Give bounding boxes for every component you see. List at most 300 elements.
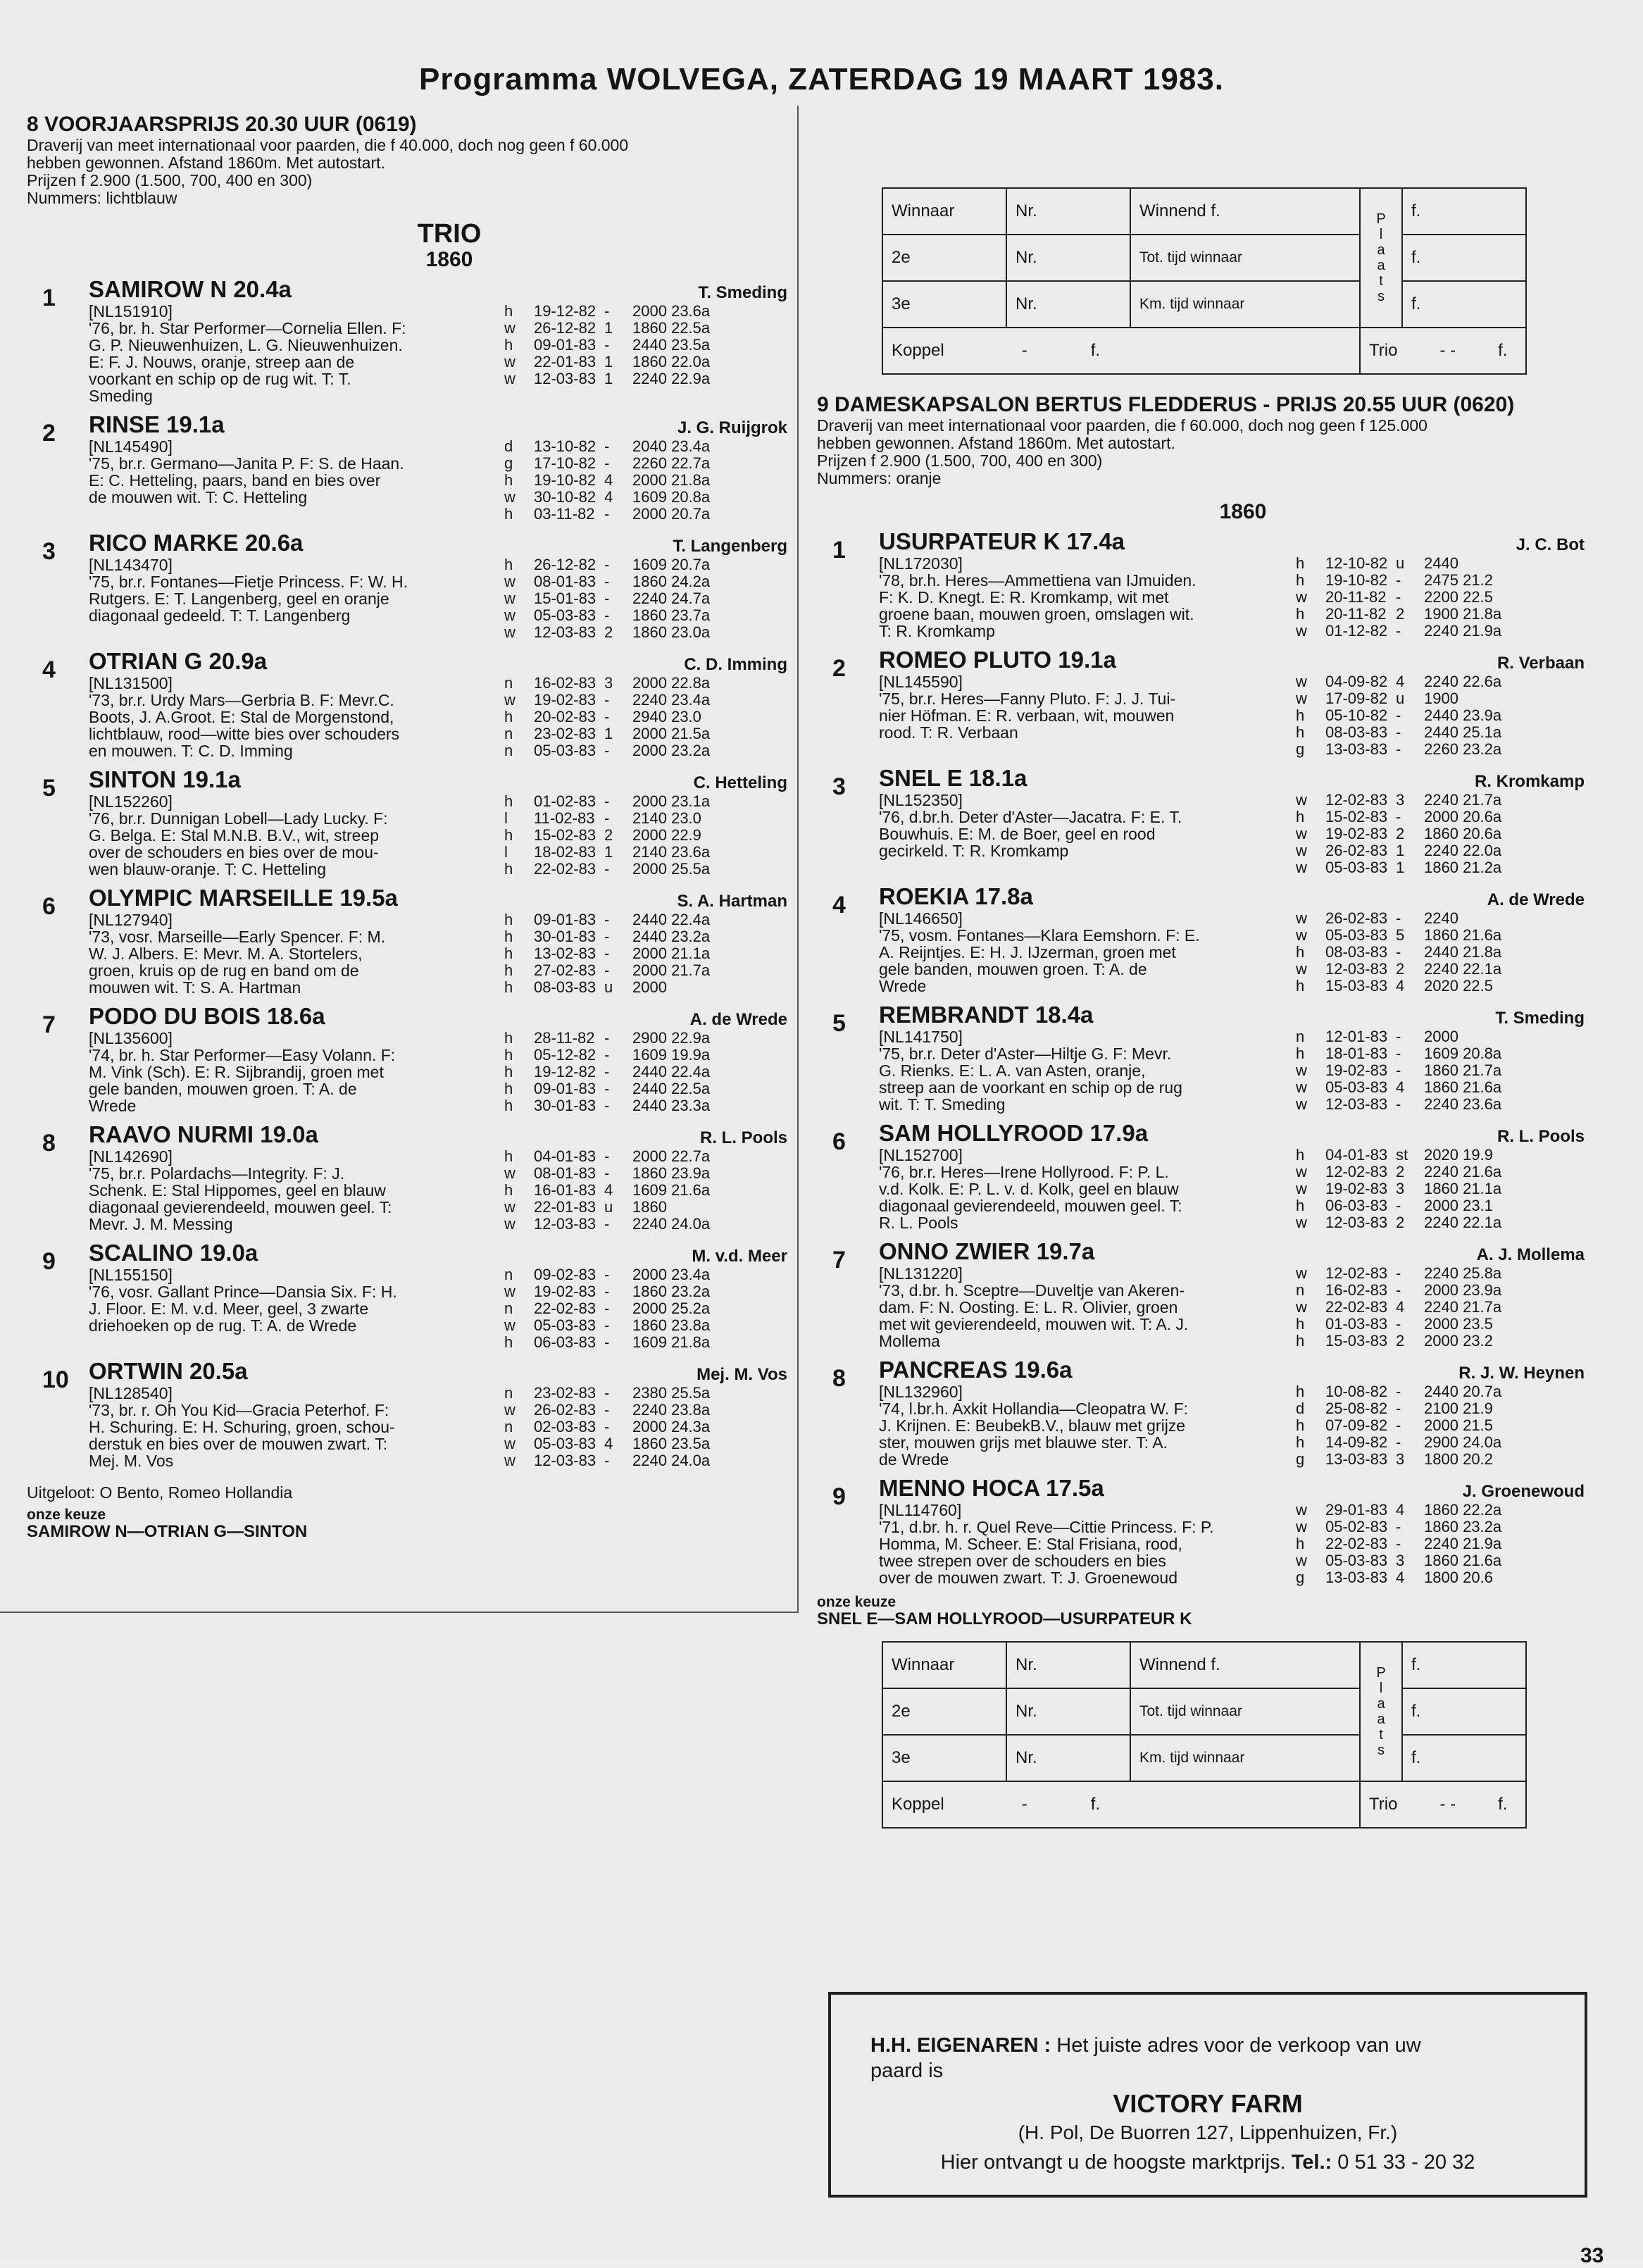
start-row: w 05-03-83 1 1860 21.2a	[1296, 859, 1502, 876]
victory-farm-advertisement	[828, 1992, 1587, 2198]
section-divider	[0, 1612, 799, 1613]
start-row: w 12-02-83 - 2240 25.8a	[1296, 1264, 1502, 1282]
info-line: [NL152700]	[879, 1146, 963, 1164]
horse-entry	[27, 1121, 787, 1233]
horse-info	[879, 910, 1296, 995]
start-row: h 15-03-83 2 2000 23.2	[1296, 1332, 1493, 1350]
info-line: '78, br.h. Heres—Ammettiena van IJmuiden.	[879, 571, 1197, 590]
desc-line: Draverij van meet internationaal voor paarden, die f 60.000, doch nog geen f 125.000	[817, 416, 1428, 435]
horse-number: 7	[832, 1247, 846, 1273]
horse-number: 1	[832, 537, 846, 563]
horse-starts	[504, 1266, 787, 1351]
horse-trainer: R. Kromkamp	[1474, 772, 1585, 791]
start-row: h 19-12-82 - 2000 23.6a	[504, 302, 711, 320]
info-line: H. Schuring. E: H. Schuring, groen, schou-	[89, 1418, 395, 1436]
info-line: [NL145490]	[89, 437, 173, 456]
race-9-horse-list	[817, 528, 1585, 1586]
race-9-keuze: SNEL E—SAM HOLLYROOD—USURPATEUR K	[817, 1609, 1192, 1628]
horse-entry	[27, 885, 787, 996]
info-line: '75, br.r. Fontanes—Fietje Princess. F: W. H.	[89, 573, 408, 591]
horse-info	[879, 792, 1296, 876]
start-row: h 22-02-83 - 2000 25.5a	[504, 860, 711, 878]
info-line: [NL114760]	[879, 1501, 962, 1519]
horse-name: SINTON 19.1a	[89, 766, 241, 792]
start-row: g 17-10-82 - 2260 22.7a	[504, 454, 711, 472]
start-row: h 22-02-83 - 2240 21.9a	[1296, 1535, 1502, 1552]
horse-number: 3	[42, 538, 56, 565]
tweede-cell: 2e	[882, 235, 1006, 281]
nr-cell: Nr.	[1006, 1642, 1130, 1688]
start-row: w 15-01-83 - 2240 24.7a	[504, 590, 711, 607]
horse-info	[879, 673, 1296, 758]
desc-line: Draverij van meet internationaal voor paarden, die f 40.000, doch nog geen f 60.000	[27, 136, 629, 154]
start-row: w 12-03-83 - 2240 24.0a	[504, 1452, 711, 1469]
horse-entry	[27, 276, 787, 404]
horse-starts	[1296, 792, 1579, 876]
start-row: h 04-01-83 st 2020 19.9	[1296, 1146, 1493, 1164]
start-row: h 27-02-83 - 2000 21.7a	[504, 961, 711, 979]
scorecard-top	[882, 187, 1527, 375]
start-row: g 13-03-83 4 1800 20.6	[1296, 1569, 1493, 1586]
start-row: w 17-09-82 u 1900	[1296, 690, 1458, 707]
tot-tijd-cell: Tot. tijd winnaar	[1130, 1688, 1360, 1735]
trio-label: TRIO	[417, 219, 482, 249]
info-line: [NL142690]	[89, 1147, 173, 1166]
horse-starts	[504, 675, 787, 759]
horse-number: 4	[42, 656, 56, 683]
tweede-cell: 2e	[882, 1688, 1006, 1735]
info-line: [NL146650]	[879, 909, 963, 928]
start-row: h 12-10-82 u 2440	[1296, 554, 1458, 572]
start-row: h 08-03-83 u 2000	[504, 978, 667, 996]
plaats-cell: P l a a t s	[1360, 1642, 1402, 1781]
horse-trainer: R. J. W. Heynen	[1458, 1364, 1585, 1383]
start-row: n 16-02-83 3 2000 22.8a	[504, 674, 711, 692]
info-line: Smeding	[89, 387, 153, 405]
keuze-label: onze keuze	[27, 1507, 106, 1523]
desc-line: Prijzen f 2.900 (1.500, 700, 400 en 300)	[817, 451, 1103, 470]
start-row: h 28-11-82 - 2900 22.9a	[504, 1029, 711, 1047]
horse-trainer: J. C. Bot	[1516, 535, 1585, 554]
start-row: w 12-02-83 3 2240 21.7a	[1296, 791, 1502, 809]
start-row: w 26-02-83 - 2240	[1296, 909, 1458, 927]
race-8-description	[27, 137, 787, 207]
horse-entry	[817, 1238, 1585, 1350]
start-row: n 05-03-83 - 2000 23.2a	[504, 742, 711, 759]
start-row: h 05-10-82 - 2440 23.9a	[1296, 706, 1502, 724]
info-line: G. Belga. E: Stal M.N.B. B.V., wit, streep	[89, 826, 380, 845]
plaats-cell: P l a a t s	[1360, 188, 1402, 328]
horse-name: SAMIROW N 20.4a	[89, 276, 292, 302]
f-cell: f.	[1402, 1642, 1526, 1688]
horse-number: 6	[832, 1128, 846, 1155]
start-row: n 22-02-83 - 2000 25.2a	[504, 1300, 711, 1317]
info-line: twee strepen over de schouders en bies	[879, 1552, 1166, 1570]
horse-entry	[27, 1358, 787, 1469]
start-row: d 13-10-82 - 2040 23.4a	[504, 437, 711, 455]
info-line: [NL131220]	[879, 1264, 963, 1283]
horse-name: SNEL E 18.1a	[879, 765, 1027, 791]
info-line: '75, br.r. Deter d'Aster—Hiltje G. F: Mevr.	[879, 1045, 1172, 1063]
horse-entry	[817, 1475, 1585, 1586]
start-row: h 30-01-83 - 2440 23.2a	[504, 928, 711, 945]
horse-starts	[1296, 555, 1579, 640]
scorecard-bottom	[882, 1641, 1527, 1828]
horse-number: 6	[42, 893, 56, 920]
horse-info	[89, 438, 504, 523]
info-line: [NL143470]	[89, 556, 173, 574]
info-line: voorkant en schip op de rug wit. T: T.	[89, 370, 351, 388]
horse-trainer: C. D. Imming	[684, 655, 787, 674]
winnaar-cell: Winnaar	[882, 1642, 1006, 1688]
horse-starts	[504, 438, 787, 523]
info-line: E: F. J. Nouws, oranje, streep aan de	[89, 353, 355, 371]
desc-line: hebben gewonnen. Afstand 1860m. Met autostart.	[817, 434, 1175, 452]
start-row: w 19-02-83 3 1860 21.1a	[1296, 1180, 1502, 1197]
start-row: l 18-02-83 1 2140 23.6a	[504, 843, 711, 861]
info-line: W. J. Albers. E: Mevr. M. A. Stortelers,	[89, 945, 363, 963]
info-line: [NL141750]	[879, 1028, 963, 1046]
info-line: '75, br.r. Germano—Janita P. F: S. de Haan.	[89, 454, 404, 473]
info-line: streep aan de voorkant en schip op de rug	[879, 1078, 1182, 1097]
horse-starts	[1296, 1383, 1579, 1468]
horse-info	[89, 1385, 504, 1469]
horse-trainer: J. Groenewoud	[1462, 1482, 1585, 1501]
info-line: [NL127940]	[89, 911, 173, 929]
km-tijd-cell: Km. tijd winnaar	[1130, 1735, 1360, 1781]
nr-cell: Nr.	[1006, 1735, 1130, 1781]
scorecard-top-wrap	[817, 187, 1585, 375]
info-line: wen blauw-oranje. T: C. Hetteling	[89, 860, 327, 878]
horse-entry	[27, 1003, 787, 1114]
horse-number: 2	[832, 655, 846, 682]
info-line: '76, br.r. Dunnigan Lobell—Lady Lucky. F:	[89, 809, 388, 828]
info-line: '73, br. r. Oh You Kid—Gracia Peterhof. F:	[89, 1401, 389, 1419]
info-line: [NL151910]	[89, 302, 173, 320]
horse-info	[89, 303, 504, 404]
info-line: '75, br.r. Heres—Fanny Pluto. F: J. J. Tui-	[879, 690, 1176, 708]
start-row: h 09-01-83 - 2440 23.5a	[504, 336, 711, 354]
horse-trainer: M. v.d. Meer	[692, 1247, 787, 1266]
horse-trainer: R. L. Pools	[1497, 1127, 1585, 1146]
horse-number: 8	[42, 1130, 56, 1157]
horse-name: USURPATEUR K 17.4a	[879, 528, 1125, 554]
race-9-heading: 9 DAMESKAPSALON BERTUS FLEDDERUS - PRIJS 20.55 UUR (0620)	[817, 393, 1515, 416]
start-row: w 20-11-82 - 2200 22.5	[1296, 588, 1493, 606]
start-row: w 19-02-83 - 1860 23.2a	[504, 1283, 711, 1300]
ad-address: (H. Pol, De Buorren 127, Lippenhuizen, Fr.)	[1018, 2121, 1398, 2143]
horse-entry	[27, 648, 787, 759]
info-line: '74, l.br.h. Axkit Hollandia—Cleopatra W. F:	[879, 1400, 1189, 1418]
start-row: w 05-03-83 - 1860 23.7a	[504, 606, 711, 624]
horse-entry	[817, 883, 1585, 995]
f-cell: f.	[1402, 281, 1526, 328]
trio-cell: Trio - - f.	[1360, 1781, 1526, 1828]
info-line: nier Höfman. E: R. verbaan, wit, mouwen	[879, 706, 1175, 725]
nr-cell: Nr.	[1006, 235, 1130, 281]
start-row: n 16-02-83 - 2000 23.9a	[1296, 1281, 1502, 1299]
horse-entry	[27, 766, 787, 878]
start-row: h 26-12-82 - 1609 20.7a	[504, 556, 711, 573]
start-row: w 29-01-83 4 1860 22.2a	[1296, 1501, 1502, 1519]
horse-name: ONNO ZWIER 19.7a	[879, 1238, 1095, 1264]
desc-line: Nummers: oranje	[817, 469, 942, 487]
horse-name: SCALINO 19.0a	[89, 1240, 258, 1266]
info-line: '76, vosr. Gallant Prince—Dansia Six. F: H.	[89, 1283, 397, 1301]
info-line: Mollema	[879, 1332, 940, 1350]
nr-cell: Nr.	[1006, 188, 1130, 235]
info-line: ster, mouwen grijs met blauwe ster. T: A.	[879, 1433, 1168, 1452]
start-row: h 13-02-83 - 2000 21.1a	[504, 945, 711, 962]
info-line: '76, br.r. Heres—Irene Hollyrood. F: P. L.	[879, 1163, 1169, 1181]
horse-number: 3	[832, 773, 846, 800]
page-title: Programma WOLVEGA, ZATERDAG 19 MAART 1983.	[418, 62, 1224, 96]
horse-name: OTRIAN G 20.9a	[89, 648, 268, 674]
horse-number: 5	[42, 775, 56, 802]
info-line: '75, vosm. Fontanes—Klara Eemshorn. F: E.	[879, 926, 1200, 945]
start-row: w 26-02-83 - 2240 23.8a	[504, 1401, 711, 1419]
start-row: w 12-03-83 2 2240 22.1a	[1296, 960, 1502, 978]
start-row: h 10-08-82 - 2440 20.7a	[1296, 1383, 1502, 1400]
start-row: w 19-02-83 - 1860 21.7a	[1296, 1061, 1502, 1079]
start-row: h 07-09-82 - 2000 21.5	[1296, 1416, 1493, 1434]
start-row: w 12-02-83 2 2240 21.6a	[1296, 1163, 1502, 1180]
horse-name: RINSE 19.1a	[89, 411, 225, 437]
page-number: 33	[1580, 2244, 1604, 2267]
horse-number: 7	[42, 1011, 56, 1038]
start-row: l 11-02-83 - 2140 23.0	[504, 809, 701, 827]
start-row: n 23-02-83 - 2380 25.5a	[504, 1384, 711, 1402]
horse-name: PANCREAS 19.6a	[879, 1357, 1073, 1383]
info-line: de Wrede	[879, 1450, 949, 1469]
horse-name: ORTWIN 20.5a	[89, 1358, 248, 1384]
race-8-column	[27, 113, 787, 1541]
info-line: derstuk en bies over de mouwen zwart. T:	[89, 1435, 388, 1453]
f-cell: f.	[1402, 1735, 1526, 1781]
start-row: w 08-01-83 - 1860 23.9a	[504, 1164, 711, 1182]
info-line: [NL131500]	[89, 674, 173, 692]
info-line: [NL172030]	[879, 554, 963, 573]
f-cell: f.	[1402, 188, 1526, 235]
info-line: Mej. M. Vos	[89, 1452, 174, 1470]
horse-trainer: C. Hetteling	[693, 773, 787, 792]
info-line: '73, d.br. h. Sceptre—Duveltje van Akeren-	[879, 1281, 1185, 1300]
start-row: w 04-09-82 4 2240 22.6a	[1296, 673, 1502, 690]
horse-entry	[817, 765, 1585, 876]
horse-number: 8	[832, 1365, 846, 1392]
start-row: h 19-10-82 - 2475 21.2	[1296, 571, 1493, 589]
info-line: J. Floor. E: M. v.d. Meer, geel, 3 zwarte	[89, 1300, 369, 1318]
nr-cell: Nr.	[1006, 281, 1130, 328]
horse-number: 4	[832, 892, 846, 918]
start-row: h 16-01-83 4 1609 21.6a	[504, 1181, 711, 1199]
start-row: d 25-08-82 - 2100 21.9	[1296, 1400, 1493, 1417]
info-line: T: R. Kromkamp	[879, 622, 995, 640]
start-row: h 20-11-82 2 1900 21.8a	[1296, 605, 1502, 623]
start-row: w 01-12-82 - 2240 21.9a	[1296, 622, 1502, 640]
start-row: w 22-01-83 1 1860 22.0a	[504, 353, 711, 370]
start-row: n 12-01-83 - 2000	[1296, 1028, 1458, 1045]
start-row: w 05-03-83 5 1860 21.6a	[1296, 926, 1502, 944]
horse-entry	[817, 1357, 1585, 1468]
info-line: E: C. Hetteling, paars, band en bies over	[89, 471, 381, 490]
start-row: h 19-10-82 4 2000 21.8a	[504, 471, 711, 489]
info-line: F: K. D. Knegt. E: R. Kromkamp, wit met	[879, 588, 1169, 606]
horse-name: SAM HOLLYROOD 17.9a	[879, 1120, 1149, 1146]
horse-info	[879, 1265, 1296, 1350]
start-row: g 13-03-83 3 1800 20.2	[1296, 1450, 1493, 1468]
horse-info	[89, 1148, 504, 1233]
scorecard-bottom-wrap	[817, 1641, 1585, 1828]
horse-name: RICO MARKE 20.6a	[89, 530, 304, 556]
horse-starts	[1296, 1028, 1579, 1113]
horse-name: RAAVO NURMI 19.0a	[89, 1121, 318, 1147]
start-row: w 12-03-83 2 2240 22.1a	[1296, 1214, 1502, 1231]
horse-number: 9	[832, 1483, 846, 1510]
horse-info	[89, 1266, 504, 1351]
horse-entry	[817, 1120, 1585, 1231]
info-line: Mevr. J. M. Messing	[89, 1215, 233, 1233]
koppel-cell: Koppel - f.	[882, 328, 1360, 374]
horse-name: MENNO HOCA 17.5a	[879, 1475, 1104, 1501]
start-row: n 09-02-83 - 2000 23.4a	[504, 1266, 711, 1283]
start-row: w 08-01-83 - 1860 24.2a	[504, 573, 711, 590]
start-row: w 05-03-83 4 1860 21.6a	[1296, 1078, 1502, 1096]
trio-cell: Trio - - f.	[1360, 328, 1526, 374]
start-row: h 06-03-83 - 1609 21.8a	[504, 1333, 711, 1351]
horse-info	[89, 793, 504, 878]
horse-number: 5	[832, 1010, 846, 1037]
derde-cell: 3e	[882, 1735, 1006, 1781]
info-line: over de schouders en bies over de mou-	[89, 843, 379, 861]
horse-entry	[27, 530, 787, 641]
horse-starts	[1296, 1265, 1579, 1350]
info-line: [NL145590]	[879, 673, 963, 691]
start-row: h 15-02-83 2 2000 22.9	[504, 826, 701, 844]
start-row: h 08-03-83 - 2440 25.1a	[1296, 723, 1502, 741]
horse-starts	[1296, 673, 1579, 758]
info-line: groen, kruis op de rug en band om de	[89, 961, 359, 980]
f-cell: f.	[1402, 1688, 1526, 1735]
horse-number: 1	[42, 285, 56, 311]
info-line: de mouwen wit. T: C. Hetteling	[89, 488, 308, 506]
info-line: dam. F: N. Oosting. E: L. R. Olivier, groen	[879, 1298, 1178, 1316]
start-row: w 26-12-82 1 1860 22.5a	[504, 319, 711, 337]
horse-starts	[1296, 910, 1579, 995]
start-row: h 15-02-83 - 2000 20.6a	[1296, 808, 1502, 825]
info-line: wit. T: T. Smeding	[879, 1095, 1006, 1114]
info-line: gele banden, mouwen groen. T: A. de	[89, 1080, 357, 1098]
race-8-heading: 8 VOORJAARSPRIJS 20.30 UUR (0619)	[27, 113, 417, 136]
horse-entry	[817, 647, 1585, 758]
info-line: [NL155150]	[89, 1266, 173, 1284]
koppel-cell: Koppel - f.	[882, 1781, 1360, 1828]
start-row: h 14-09-82 - 2900 24.0a	[1296, 1433, 1502, 1451]
horse-name: REMBRANDT 18.4a	[879, 1002, 1094, 1028]
race-8-keuze: SAMIROW N—OTRIAN G—SINTON	[27, 1522, 308, 1541]
horse-trainer: R. L. Pools	[699, 1128, 787, 1147]
start-row: n 23-02-83 1 2000 21.5a	[504, 725, 711, 742]
horse-trainer: T. Smeding	[1495, 1009, 1585, 1028]
horse-number: 10	[42, 1366, 69, 1393]
horse-number: 2	[42, 420, 56, 447]
start-row: w 05-02-83 - 1860 23.2a	[1296, 1518, 1502, 1535]
info-line: '73, br.r. Urdy Mars—Gerbria B. F: Mevr.C.	[89, 691, 394, 709]
info-line: Boots, J. A.Groot. E: Stal de Morgenstond,	[89, 708, 394, 726]
race-9-description	[817, 417, 1585, 487]
horse-name: PODO DU BOIS 18.6a	[89, 1003, 325, 1029]
km-tijd-cell: Km. tijd winnaar	[1130, 281, 1360, 328]
info-line: '75, br.r. Polardachs—Integrity. F: J.	[89, 1164, 345, 1183]
start-row: w 19-02-83 2 1860 20.6a	[1296, 825, 1502, 842]
start-row: h 03-11-82 - 2000 20.7a	[504, 505, 711, 523]
start-row: w 05-03-83 - 1860 23.8a	[504, 1316, 711, 1334]
horse-info	[89, 556, 504, 641]
desc-line: hebben gewonnen. Afstand 1860m. Met autostart.	[27, 154, 385, 172]
info-line: gele banden, mouwen groen. T: A. de	[879, 960, 1147, 978]
horse-number: 9	[42, 1248, 56, 1275]
horse-trainer: T. Langenberg	[673, 537, 787, 556]
horse-info	[89, 1030, 504, 1114]
horse-info	[879, 1028, 1296, 1113]
start-row: w 12-03-83 1 2240 22.9a	[504, 370, 711, 387]
start-row: w 19-02-83 - 2240 23.4a	[504, 691, 711, 709]
start-row: h 05-12-82 - 1609 19.9a	[504, 1046, 711, 1064]
start-row: h 09-01-83 - 2440 22.4a	[504, 911, 711, 928]
start-row: h 15-03-83 4 2020 22.5	[1296, 977, 1493, 995]
start-row: w 22-02-83 4 2240 21.7a	[1296, 1298, 1502, 1316]
horse-info	[879, 1147, 1296, 1231]
info-line: driehoeken op de rug. T: A. de Wrede	[89, 1316, 357, 1335]
info-line: Rutgers. E: T. Langenberg, geel en oranje	[89, 590, 389, 608]
race-9-column	[817, 113, 1585, 1828]
horse-info	[879, 1502, 1296, 1586]
info-line: gecirkeld. T: R. Kromkamp	[879, 842, 1069, 860]
info-line: en mouwen. T: C. D. Imming	[89, 742, 293, 760]
race-9-distance: 1860	[1219, 500, 1267, 523]
start-row: h 01-02-83 - 2000 23.1a	[504, 792, 711, 810]
horse-entry	[27, 411, 787, 523]
info-line: A. Reijntjes. E: H. J. IJzerman, groen met	[879, 943, 1176, 961]
horse-info	[879, 555, 1296, 640]
start-row: h 06-03-83 - 2000 23.1	[1296, 1197, 1493, 1214]
info-line: groene baan, mouwen groen, omslagen wit.	[879, 605, 1194, 623]
info-line: Wrede	[89, 1097, 137, 1115]
horse-info	[89, 911, 504, 996]
horse-info	[89, 675, 504, 759]
horse-trainer: A. de Wrede	[1487, 890, 1585, 909]
info-line: M. Vink (Sch). E: R. Sijbrandij, groen met	[89, 1063, 384, 1081]
start-row: w 05-03-83 3 1860 21.6a	[1296, 1552, 1502, 1569]
start-row: h 08-03-83 - 2440 21.8a	[1296, 943, 1502, 961]
nr-cell: Nr.	[1006, 1688, 1130, 1735]
horse-starts	[504, 303, 787, 404]
info-line: '71, d.br. h. r. Quel Reve—Cittie Princess. F: P.	[879, 1518, 1214, 1536]
keuze-label: onze keuze	[817, 1594, 897, 1610]
horse-info	[879, 1383, 1296, 1468]
info-line: diagonaal gevierendeeld, mouwen geel. T:	[879, 1197, 1182, 1215]
horse-entry	[817, 528, 1585, 640]
start-row: w 30-10-82 4 1609 20.8a	[504, 488, 711, 506]
winnend-cell: Winnend f.	[1130, 1642, 1360, 1688]
horse-entry	[817, 1002, 1585, 1113]
info-line: met wit gevierendeeld, mouwen wit. T: A. J.	[879, 1315, 1189, 1333]
info-line: '76, d.br.h. Deter d'Aster—Jacatra. F: E. T.	[879, 808, 1182, 826]
horse-starts	[504, 556, 787, 641]
info-line: G. Rienks. E: L. A. van Asten, oranje,	[879, 1061, 1146, 1080]
info-line: G. P. Nieuwenhuizen, L. G. Nieuwenhuizen.	[89, 336, 403, 354]
horse-entry	[27, 1240, 787, 1351]
